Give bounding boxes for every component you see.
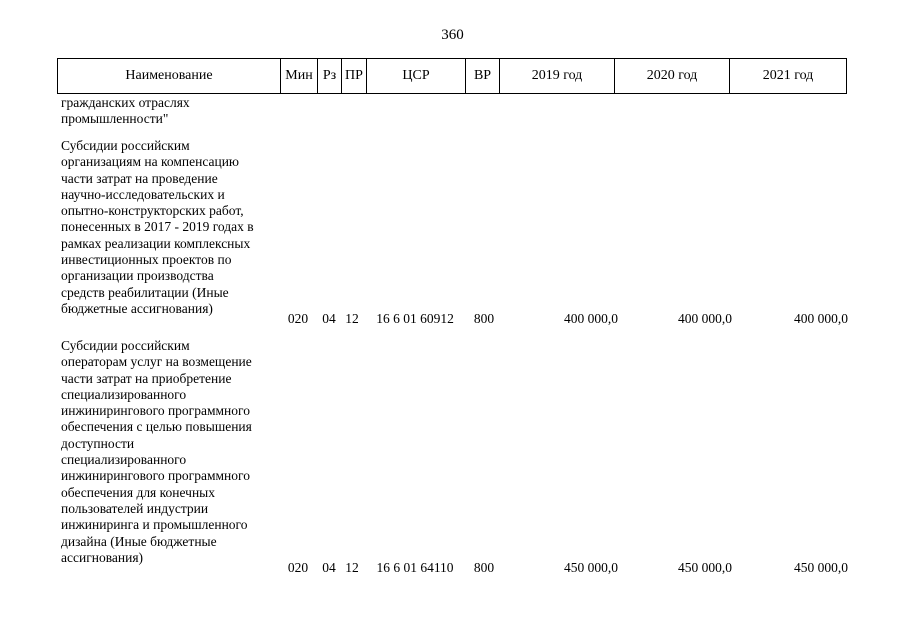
cell-2020: 400 000,0: [678, 311, 732, 326]
desc-line: пользователей индустрии: [61, 500, 209, 516]
cell-rz: 04: [322, 560, 336, 575]
header-name: Наименование: [58, 59, 281, 94]
cell-rz: 04: [322, 311, 336, 326]
desc-line: рамках реализации комплексных: [61, 235, 251, 251]
cell-2021: 400 000,0: [794, 311, 848, 326]
cell-pr: 12: [345, 311, 359, 326]
header-min: Мин: [281, 59, 318, 94]
desc-line: организации производства: [61, 268, 214, 284]
row-description: [61, 138, 277, 317]
cell-2019: 450 000,0: [564, 560, 618, 575]
desc-line: специализированного: [61, 386, 187, 402]
desc-line: инвестиционных проектов по: [61, 252, 232, 268]
continuation-description: [61, 95, 277, 128]
desc-line: организациям на компенсацию: [61, 154, 240, 170]
cell-min: 020: [287, 560, 309, 575]
desc-line: понесенных в 2017 - 2019 годах в: [61, 219, 254, 235]
cell-pr: 12: [345, 560, 359, 575]
desc-line: инжинирингового программного: [61, 468, 250, 484]
desc-line: опытно-конструкторских работ,: [61, 203, 244, 219]
desc-line: специализированного: [61, 452, 187, 468]
cell-2021: 450 000,0: [794, 560, 848, 575]
cell-vr: 800: [473, 311, 495, 326]
cell-vr: 800: [473, 560, 495, 575]
header-pr: ПР: [342, 59, 367, 94]
header-vr: ВР: [466, 59, 500, 94]
desc-line: операторам услуг на возмещение: [61, 354, 252, 370]
desc-line: промышленности": [61, 111, 169, 127]
desc-line: ассигнования): [61, 549, 144, 565]
desc-line: инжинирингового программного: [61, 403, 250, 419]
desc-line: научно-исследовательских и: [61, 186, 225, 202]
desc-line: Субсидии российским: [61, 138, 190, 153]
page-number: 360: [441, 27, 464, 43]
header-csr: ЦСР: [367, 59, 466, 94]
cell-csr: 16 6 01 60912: [376, 311, 454, 326]
header-2020: 2020 год: [615, 59, 730, 94]
desc-line: бюджетные ассигнования): [61, 300, 213, 316]
cell-min: 020: [287, 311, 309, 326]
row-description: [61, 338, 277, 566]
header-2021: 2021 год: [730, 59, 847, 94]
table-header: [57, 58, 847, 94]
desc-line: дизайна (Иные бюджетные: [61, 533, 217, 549]
desc-line: обеспечения для конечных: [61, 484, 215, 500]
header-2019: 2019 год: [500, 59, 615, 94]
desc-line: доступности: [61, 435, 135, 451]
cell-csr: 16 6 01 64110: [376, 560, 454, 575]
cell-2019: 400 000,0: [564, 311, 618, 326]
header-rz: Рз: [318, 59, 342, 94]
desc-line: части затрат на приобретение: [61, 370, 232, 386]
desc-line: гражданских отраслях: [61, 95, 190, 110]
desc-line: средств реабилитации (Иные: [61, 284, 229, 300]
desc-line: инжиниринга и промышленного: [61, 517, 248, 533]
cell-2020: 450 000,0: [678, 560, 732, 575]
desc-line: обеспечения с целью повышения: [61, 419, 252, 435]
desc-line: части затрат на проведение: [61, 170, 218, 186]
desc-line: Субсидии российским: [61, 338, 190, 353]
